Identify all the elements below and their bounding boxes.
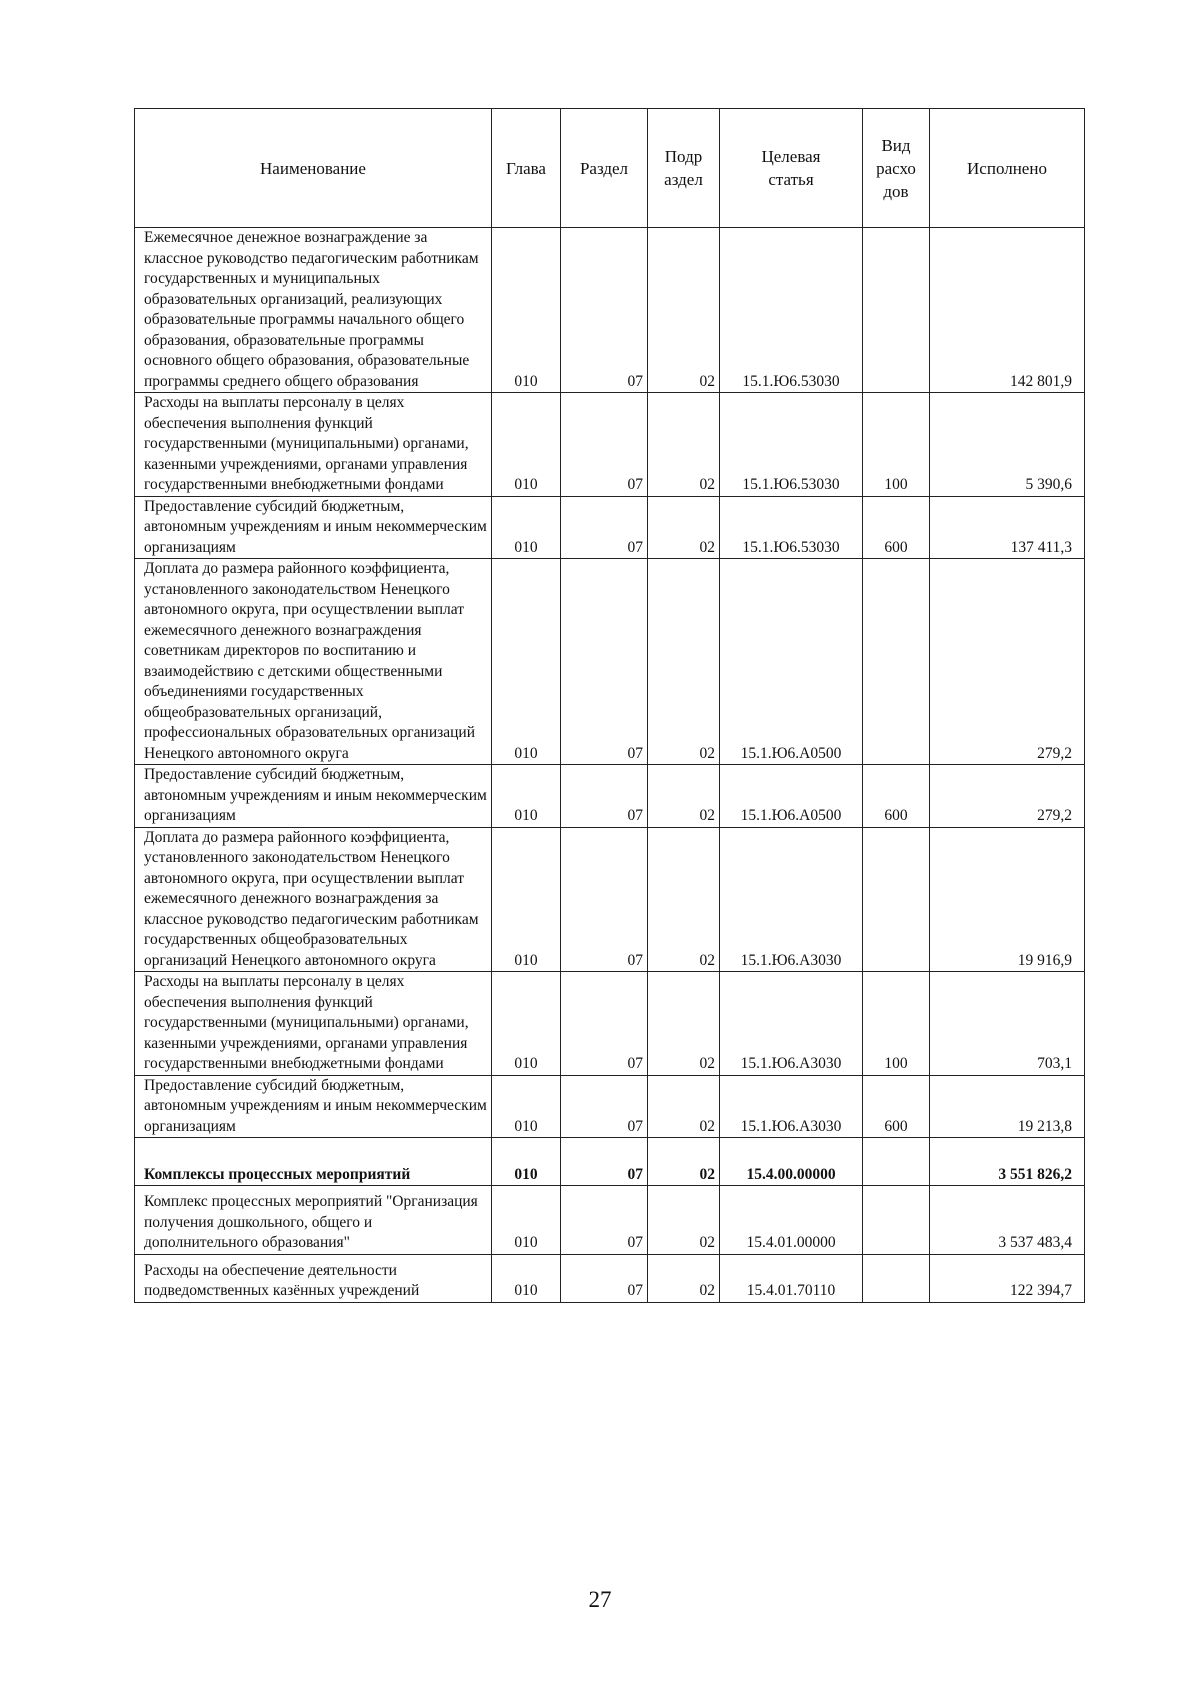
- row-glava: 010: [492, 1254, 561, 1302]
- row-ispolneno: 279,2: [930, 559, 1085, 765]
- row-celevaya: 15.4.01.70110: [720, 1254, 863, 1302]
- row-vid: [863, 559, 930, 765]
- row-podrazdel: 02: [648, 228, 720, 393]
- budget-table: [134, 108, 1085, 1303]
- row-celevaya: 15.1.Ю6.А0500: [720, 765, 863, 828]
- row-podrazdel: 02: [648, 972, 720, 1076]
- table-header-row: [135, 109, 1085, 228]
- row-celevaya: 15.1.Ю6.53030: [720, 393, 863, 497]
- row-podrazdel: 02: [648, 393, 720, 497]
- row-celevaya: 15.1.Ю6.А3030: [720, 827, 863, 972]
- row-vid: [863, 1186, 930, 1255]
- row-razdel: 07: [561, 1254, 648, 1302]
- row-glava: 010: [492, 1075, 561, 1138]
- row-podrazdel: 02: [648, 1138, 720, 1186]
- row-razdel: 07: [561, 765, 648, 828]
- row-vid: 600: [863, 765, 930, 828]
- row-razdel: 07: [561, 827, 648, 972]
- row-glava: 010: [492, 393, 561, 497]
- table-row: [135, 765, 1085, 828]
- row-razdel: 07: [561, 972, 648, 1076]
- table-row-total: [135, 1138, 1085, 1186]
- header-name: Наименование: [135, 109, 492, 228]
- row-razdel: 07: [561, 496, 648, 559]
- header-glava: Глава: [492, 109, 561, 228]
- row-podrazdel: 02: [648, 1186, 720, 1255]
- row-name: Комплексы процессных мероприятий: [135, 1138, 492, 1186]
- row-celevaya: 15.4.01.00000: [720, 1186, 863, 1255]
- row-celevaya: 15.4.00.00000: [720, 1138, 863, 1186]
- table-row: [135, 827, 1085, 972]
- row-podrazdel: 02: [648, 1075, 720, 1138]
- table-row: [135, 496, 1085, 559]
- row-glava: 010: [492, 1138, 561, 1186]
- row-glava: 010: [492, 972, 561, 1076]
- row-vid: 100: [863, 393, 930, 497]
- table-row: [135, 559, 1085, 765]
- row-vid: 600: [863, 496, 930, 559]
- table-row: [135, 972, 1085, 1076]
- row-podrazdel: 02: [648, 827, 720, 972]
- row-podrazdel: 02: [648, 496, 720, 559]
- table-row: [135, 1075, 1085, 1138]
- row-vid: [863, 228, 930, 393]
- row-name: Предоставление субсидий бюджетным, автономным учреждениям и иным некоммерческим организациям: [135, 765, 492, 828]
- row-glava: 010: [492, 496, 561, 559]
- table-row: [135, 228, 1085, 393]
- table-row: [135, 1254, 1085, 1302]
- table-row: [135, 393, 1085, 497]
- row-ispolneno: 19 916,9: [930, 827, 1085, 972]
- row-ispolneno: 3 537 483,4: [930, 1186, 1085, 1255]
- row-ispolneno: 3 551 826,2: [930, 1138, 1085, 1186]
- row-vid: [863, 827, 930, 972]
- table-row: [135, 1186, 1085, 1255]
- row-name: Доплата до размера районного коэффициента, установленного законодательством Ненецкого автономного округа, при осуществлении выплат ежемесячного денежного вознаграждения советникам директоров по воспитанию и взаимодействию с детскими общественными объединениями государственных общеобразовательных организаций, профессиональных образовательных организаций Ненецкого автономного округа: [135, 559, 492, 765]
- row-razdel: 07: [561, 1075, 648, 1138]
- row-celevaya: 15.1.Ю6.А3030: [720, 1075, 863, 1138]
- row-name: Доплата до размера районного коэффициента, установленного законодательством Ненецкого автономного округа, при осуществлении выплат ежемесячного денежного вознаграждения за классное руководство педагогическим работникам государственных общеобразовательных организаций Ненецкого автономного округа: [135, 827, 492, 972]
- row-glava: 010: [492, 1186, 561, 1255]
- header-vid-raskhodov: Вид расхо дов: [863, 109, 930, 228]
- row-name: Расходы на выплаты персоналу в целях обеспечения выполнения функций государственными (муниципальными) органами, казенными учреждениями, органами управления государственными внебюджетными фондами: [135, 972, 492, 1076]
- row-ispolneno: 5 390,6: [930, 393, 1085, 497]
- row-ispolneno: 279,2: [930, 765, 1085, 828]
- row-razdel: 07: [561, 228, 648, 393]
- row-name: Предоставление субсидий бюджетным, автономным учреждениям и иным некоммерческим организациям: [135, 1075, 492, 1138]
- row-vid: [863, 1254, 930, 1302]
- row-glava: 010: [492, 827, 561, 972]
- page-number: 27: [588, 1587, 612, 1612]
- row-ispolneno: 19 213,8: [930, 1075, 1085, 1138]
- header-celevaya-statya: Целевая статья: [720, 109, 863, 228]
- row-glava: 010: [492, 765, 561, 828]
- row-name: Расходы на выплаты персоналу в целях обеспечения выполнения функций государственными (муниципальными) органами, казенными учреждениями, органами управления государственными внебюджетными фондами: [135, 393, 492, 497]
- row-glava: 010: [492, 559, 561, 765]
- row-celevaya: 15.1.Ю6.53030: [720, 496, 863, 559]
- row-glava: 010: [492, 228, 561, 393]
- row-razdel: 07: [561, 1138, 648, 1186]
- row-celevaya: 15.1.Ю6.А3030: [720, 972, 863, 1076]
- row-podrazdel: 02: [648, 559, 720, 765]
- row-ispolneno: 142 801,9: [930, 228, 1085, 393]
- row-podrazdel: 02: [648, 765, 720, 828]
- row-vid: 600: [863, 1075, 930, 1138]
- header-ispolneno: Исполнено: [930, 109, 1085, 228]
- row-razdel: 07: [561, 559, 648, 765]
- row-name: Предоставление субсидий бюджетным, автономным учреждениям и иным некоммерческим организациям: [135, 496, 492, 559]
- header-razdel: Раздел: [561, 109, 648, 228]
- row-razdel: 07: [561, 393, 648, 497]
- row-name: Ежемесячное денежное вознаграждение за классное руководство педагогическим работникам государственных и муниципальных образовательных организаций, реализующих образовательные программы начального общего образования, образовательные программы основного общего образования, образовательные программы среднего общего образования: [135, 228, 492, 393]
- row-celevaya: 15.1.Ю6.А0500: [720, 559, 863, 765]
- row-ispolneno: 122 394,7: [930, 1254, 1085, 1302]
- row-ispolneno: 137 411,3: [930, 496, 1085, 559]
- row-vid: 100: [863, 972, 930, 1076]
- row-ispolneno: 703,1: [930, 972, 1085, 1076]
- row-podrazdel: 02: [648, 1254, 720, 1302]
- row-razdel: 07: [561, 1186, 648, 1255]
- header-podrazdel: Подр аздел: [648, 109, 720, 228]
- row-name: Расходы на обеспечение деятельности подведомственных казённых учреждений: [135, 1254, 492, 1302]
- row-name: Комплекс процессных мероприятий "Организация получения дошкольного, общего и дополнительного образования": [135, 1186, 492, 1255]
- row-vid: [863, 1138, 930, 1186]
- row-celevaya: 15.1.Ю6.53030: [720, 228, 863, 393]
